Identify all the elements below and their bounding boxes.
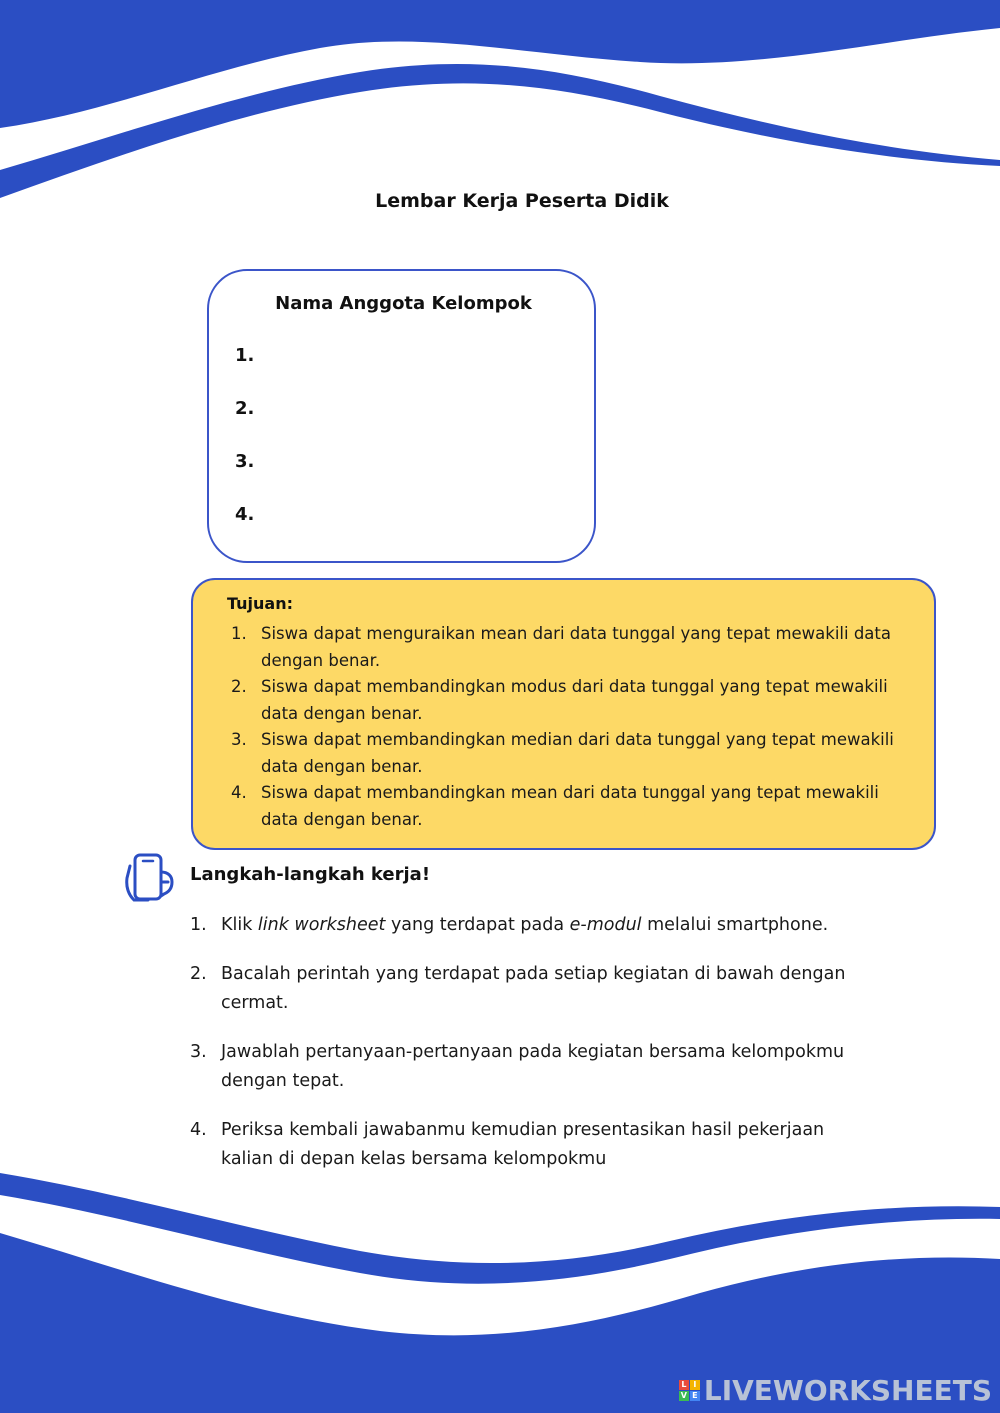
objective-item [227, 727, 917, 780]
objective-text: Siswa dapat menguraikan mean dari data tunggal yang tepat mewakili data dengan benar. [261, 624, 891, 670]
objective-item [227, 674, 917, 727]
member-item: 4. [235, 504, 255, 525]
step-item [190, 960, 870, 1018]
logo-letter: V [680, 1391, 687, 1400]
objectives-list [227, 621, 917, 833]
step-number: 4. [190, 1120, 207, 1140]
logo-letter: I [690, 1380, 700, 1390]
objective-text: Siswa dapat membandingkan modus dari data tunggal yang tepat mewakili data dengan benar. [261, 677, 888, 723]
members-list [235, 345, 254, 557]
objective-number: 4. [231, 783, 247, 802]
logo-mark [679, 1380, 700, 1401]
member-item: 3. [235, 451, 255, 472]
logo-letter: L [679, 1380, 689, 1390]
steps-title: Langkah-langkah kerja! [190, 864, 431, 885]
objective-text: Siswa dapat membandingkan mean dari data tunggal yang tepat mewakili data dengan benar. [261, 783, 879, 829]
objectives-box [191, 578, 936, 850]
members-title: Nama Anggota Kelompok [275, 293, 532, 314]
step-text: Periksa kembali jawabanmu kemudian presentasikan hasil pekerjaan kalian di depan kelas bersama kelompokmu [221, 1120, 825, 1169]
steps-list [190, 911, 870, 1194]
step-item [190, 911, 870, 940]
step-item [190, 1116, 870, 1174]
liveworksheets-logo [679, 1374, 992, 1407]
objective-text: Siswa dapat membandingkan median dari data tunggal yang tepat mewakili data dengan benar. [261, 730, 894, 776]
step-text: melalui smartphone. [641, 915, 829, 935]
page-title: Lembar Kerja Peserta Didik [375, 190, 669, 212]
objectives-title: Tujuan: [227, 594, 294, 613]
smartphone-hand-icon [122, 852, 178, 904]
step-number: 1. [190, 915, 207, 935]
logo-letter: E [690, 1391, 700, 1401]
objective-number: 1. [231, 624, 247, 643]
step-number: 3. [190, 1042, 207, 1062]
step-text: Klik [221, 915, 258, 935]
objective-number: 2. [231, 677, 247, 696]
step-item [190, 1038, 870, 1096]
objective-number: 3. [231, 730, 247, 749]
logo-text: LIVEWORKSHEETS [703, 1374, 992, 1407]
step-text-emphasis: link worksheet [257, 915, 386, 935]
member-item: 1. [235, 345, 255, 366]
objective-item [227, 621, 917, 674]
objective-item [227, 780, 917, 833]
step-text: yang terdapat pada [385, 915, 570, 935]
group-members-box [207, 269, 596, 563]
step-number: 2. [190, 964, 207, 984]
step-text-emphasis: e-modul [569, 915, 642, 935]
step-text: Bacalah perintah yang terdapat pada setiap kegiatan di bawah dengan cermat. [221, 964, 846, 1013]
member-item: 2. [235, 398, 255, 419]
step-text: Jawablah pertanyaan-pertanyaan pada kegiatan bersama kelompokmu dengan tepat. [221, 1042, 845, 1091]
top-wave-decoration [0, 0, 1000, 200]
